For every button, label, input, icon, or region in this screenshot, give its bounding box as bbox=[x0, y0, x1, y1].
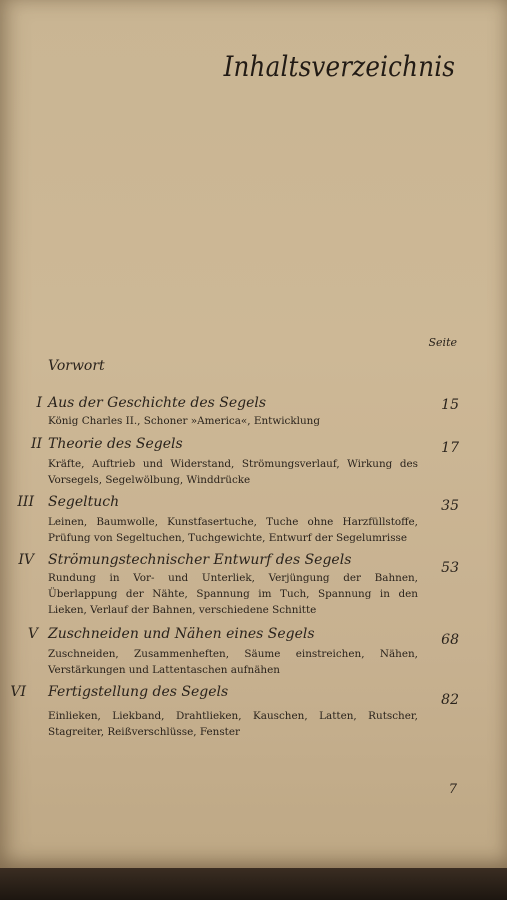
page-title: Inhaltsverzeichnis bbox=[223, 50, 455, 83]
seite-column-label: Seite bbox=[428, 336, 457, 349]
chapter-page-number: 53 bbox=[441, 560, 459, 576]
chapter-number: II bbox=[30, 436, 42, 452]
chapter-number: V bbox=[27, 626, 38, 642]
chapter-page-number: 15 bbox=[441, 397, 459, 413]
chapter-page-number: 35 bbox=[441, 498, 459, 514]
chapter-page-number: 82 bbox=[441, 692, 459, 708]
chapter-description: Rundung in Vor- und Unterliek, Verjüngung der Bahnen, Überlappung der Nähte, Spannung im Tuch, Spannung in den Lieken, Verlauf der Bahnen, verschiedene Schnitte bbox=[48, 572, 418, 616]
chapter-page-number: 68 bbox=[441, 632, 459, 648]
chapter-title: Aus der Geschichte des Segels bbox=[48, 395, 267, 411]
chapter-description: Zuschneiden, Zusammenheften, Säume einstreichen, Nähen, Verstärkungen und Lattentaschen aufnähen bbox=[48, 648, 418, 676]
book-edge-shadow bbox=[0, 868, 507, 900]
chapter-title: Theorie des Segels bbox=[48, 436, 183, 452]
chapter-title: Fertigstellung des Segels bbox=[48, 684, 229, 700]
chapter-number: I bbox=[36, 395, 42, 411]
chapter-number: VI bbox=[10, 684, 26, 700]
chapter-title: Zuschneiden und Nähen eines Segels bbox=[48, 626, 315, 642]
chapter-page-number: 17 bbox=[441, 440, 459, 456]
page-number: 7 bbox=[448, 782, 457, 797]
chapter-number: III bbox=[17, 494, 34, 510]
chapter-title: Segeltuch bbox=[48, 494, 120, 510]
chapter-description: König Charles II., Schoner »America«, Entwicklung bbox=[48, 415, 321, 427]
chapter-number: IV bbox=[18, 552, 34, 568]
chapter-description: Kräfte, Auftrieb und Widerstand, Strömungsverlauf, Wirkung des Vorsegels, Segelwölbung, Winddrücke bbox=[48, 458, 418, 486]
chapter-description: Einlieken, Liekband, Drahtlieken, Kauschen, Latten, Rutscher, Stagreiter, Reißverschlüsse, Fenster bbox=[48, 710, 418, 738]
chapter-description: Leinen, Baumwolle, Kunstfasertuche, Tuche ohne Harzfüllstoffe, Prüfung von Segeltuchen, Tuchgewichte, Entwurf der Segelumrisse bbox=[48, 516, 418, 544]
chapter-title: Strömungstechnischer Entwurf des Segels bbox=[48, 552, 352, 568]
vorwort-entry: Vorwort bbox=[48, 358, 105, 374]
